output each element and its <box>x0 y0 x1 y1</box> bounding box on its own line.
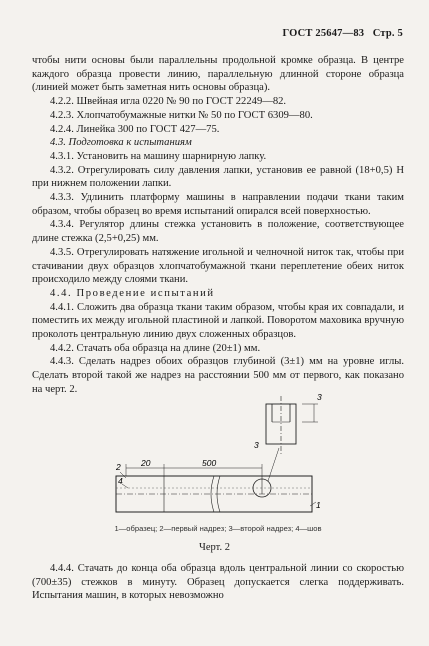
paragraph-4-4-1: 4.4.1. Сложить два образца ткани таким образом, чтобы края их совпадали, и поместить их между игольной пластиной и лапкой. Поворотом маховика вручную проколоть центральную линию двух сложенных образцов. <box>32 301 404 341</box>
paragraph-4-2-3: 4.2.3. Хлопчатобумажные нитки № 50 по ГОСТ 6309—80. <box>50 109 313 121</box>
paragraph-4-3-3: 4.3.3. Удлинить платформу машины в направлении подачи ткани таким образом, чтобы образец во время испытаний опирался всей поверхностью. <box>32 192 404 217</box>
callout-4: 4 <box>118 476 123 486</box>
paragraph-4-4-3: 4.4.3. Сделать надрез обоих образцов глубиной (3±1) мм на уровне иглы. Сделать второй такой же надрез на расстоянии 500 мм от первого, как показано на черт. 2. <box>32 356 404 395</box>
paragraph-4-2-2: 4.2.2. Швейная игла 0220 № 90 по ГОСТ 22249—82. <box>50 96 287 108</box>
paragraph-4-4-4: 4.4.4. Стачать до конца оба образца вдоль центральной линии со скоростью (700±35) стежков в минуту. Образец допускается слегка поддерживать. Испытания машин, в которых невозможно <box>32 563 404 602</box>
figure-caption: Черт. 2 <box>199 542 230 553</box>
paragraph-4-3-5: 4.3.5. Отрегулировать натяжение игольной и челночной ниток так, чтобы при стачивании двух образцов хлопчатобумажной ткани переплетение обеих ниток происходило между слоями ткани. <box>32 246 404 286</box>
paragraph-4-3-2: 4.3.2. Отрегулировать силу давления лапки, установив ее равной (18+0,5) Н при нижнем положении лапки. <box>32 164 404 190</box>
dim-500-label: 500 <box>202 458 217 468</box>
figure-2-drawing <box>96 392 332 532</box>
specimen-diagram <box>96 392 332 532</box>
dim-3-label: 3 <box>317 392 322 402</box>
paragraph-4-4-2: 4.4.2. Стачать оба образца на длине (20±1) мм. <box>50 342 261 354</box>
callout-1: 1 <box>316 500 321 510</box>
standard-number: ГОСТ 25647—83 <box>282 28 365 39</box>
paragraph-4-3-1: 4.3.1. Установить на машину шарнирную лапку. <box>50 150 267 162</box>
callout-2: 2 <box>116 462 121 472</box>
paragraph-continuation: чтобы нити основы были параллельны продольной кромке образца. В центре каждого образца провести линию, параллельную длинной стороне образца (линией может быть заметная нить основы образца). <box>32 55 404 94</box>
callout-3: 3 <box>254 440 259 450</box>
body-text <box>32 54 404 397</box>
callout-4-leader <box>122 484 128 488</box>
body-text-continued <box>32 562 404 603</box>
page-number: Стр. 5 <box>372 28 403 39</box>
section-heading-4-4: 4.4. Проведение испытаний <box>50 287 215 299</box>
page-header <box>282 28 403 39</box>
paragraph-4-2-4: 4.2.4. Линейка 300 по ГОСТ 427—75. <box>50 123 220 135</box>
paragraph-4-3-4: 4.3.4. Регулятор длины стежка установить в положение, соответствующее длине стежка (2,5+0,25) мм. <box>32 219 404 245</box>
figure-legend: 1—образец; 2—первый надрез; 3—второй надрез; 4—шов <box>114 524 322 533</box>
section-heading-4-3: 4.3. Подготовка к испытаниям <box>50 137 192 149</box>
dim-20-label: 20 <box>141 458 151 468</box>
